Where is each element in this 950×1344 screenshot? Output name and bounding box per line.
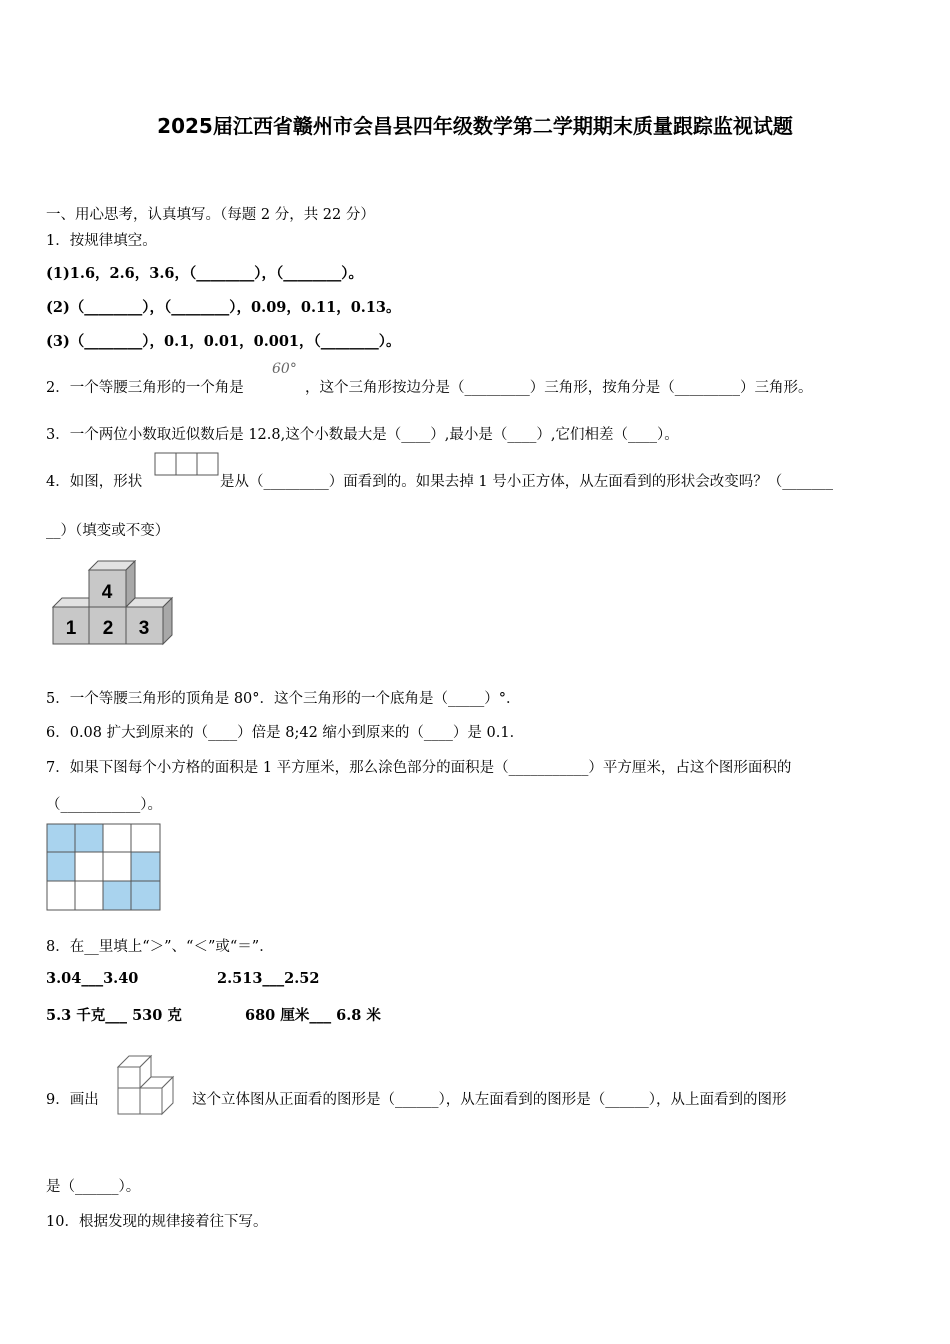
q4-line2: __）（填变或不变） — [46, 523, 170, 539]
shaded-grid-figure — [46, 823, 162, 911]
q8-item-c: 5.3 千克___ 530 克 — [46, 1007, 182, 1024]
cube-label-2: 2 — [102, 618, 114, 639]
q1-stem: 1．按规律填空。 — [46, 233, 157, 249]
q9-line2: 是（______）。 — [46, 1179, 141, 1195]
three-square-view-figure — [154, 452, 220, 476]
q4-part1: 4．如图，形状 — [46, 474, 143, 490]
grid-cell-shaded — [131, 852, 160, 881]
q8-item-b: 2.513___2.52 — [217, 970, 320, 987]
q2-part1: 2．一个等腰三角形的一个角是 — [46, 380, 244, 396]
q1-line-3: (3)（________），0.1，0.01，0.001，（________）。 — [46, 333, 401, 350]
grid-cell-shaded — [47, 852, 75, 881]
q9-text: 这个立体图从正面看的图形是（______），从左面看到的图形是（______），从上面看到的图形 — [192, 1092, 787, 1108]
grid-cell-shaded — [75, 824, 103, 852]
q3-text: 3．一个两位小数取近似数后是 12.8,这个小数最大是（____）,最小是（____）,它们相差（____）。 — [46, 427, 679, 443]
page-title: 2025届江西省赣州市会昌县四年级数学第二学期期末质量跟踪监视试题 — [157, 114, 793, 138]
q8-item-a: 3.04___3.40 — [46, 970, 139, 987]
grid-cell-shaded — [131, 881, 160, 910]
q1-line-1: (1)1.6，2.6，3.6，（________），（________）。 — [46, 265, 363, 282]
q7-text: 7．如果下图每个小方格的面积是 1 平方厘米，那么涂色部分的面积是（___________）平方厘米，占这个图形面积的 — [46, 760, 792, 776]
q10-stem: 10．根据发现的规律接着往下写。 — [46, 1214, 268, 1230]
grid-cell-shaded — [103, 881, 131, 910]
grid-cell-shaded — [47, 824, 75, 852]
cube-stack-figure — [52, 560, 174, 646]
cube-label-1: 1 — [65, 618, 77, 639]
q6-text: 6．0.08 扩大到原来的（____）倍是 8;42 缩小到原来的（____）是 0.1． — [46, 725, 525, 741]
q7-line2: （___________）。 — [46, 797, 162, 813]
q9-label: 9．画出 — [46, 1092, 99, 1108]
q4-part2: 是从（_________）面看到的。如果去掉 1 号小正方体，从左面看到的形状会改变吗？（_______ — [220, 474, 833, 490]
q8-item-d: 680 厘米___ 6.8 米 — [245, 1007, 381, 1024]
q2-angle: 60° — [272, 361, 297, 377]
cube-label-3: 3 — [138, 618, 150, 639]
q1-line-2: (2)（________），（________），0.09，0.11，0.13。 — [46, 299, 401, 316]
cube-label-4: 4 — [101, 582, 113, 603]
q2-part2: ，这个三角形按边分是（_________）三角形，按角分是（_________）三角形。 — [305, 380, 813, 396]
section-header: 一、用心思考，认真填写。（每题 2 分，共 22 分） — [46, 207, 375, 223]
q5-text: 5．一个等腰三角形的顶角是 80°．这个三角形的一个底角是（_____）°． — [46, 691, 521, 707]
q8-stem: 8．在__里填上“＞”、“＜”或“＝”． — [46, 939, 274, 955]
cube-top-face — [53, 598, 89, 607]
block-solid-figure — [114, 1050, 178, 1118]
